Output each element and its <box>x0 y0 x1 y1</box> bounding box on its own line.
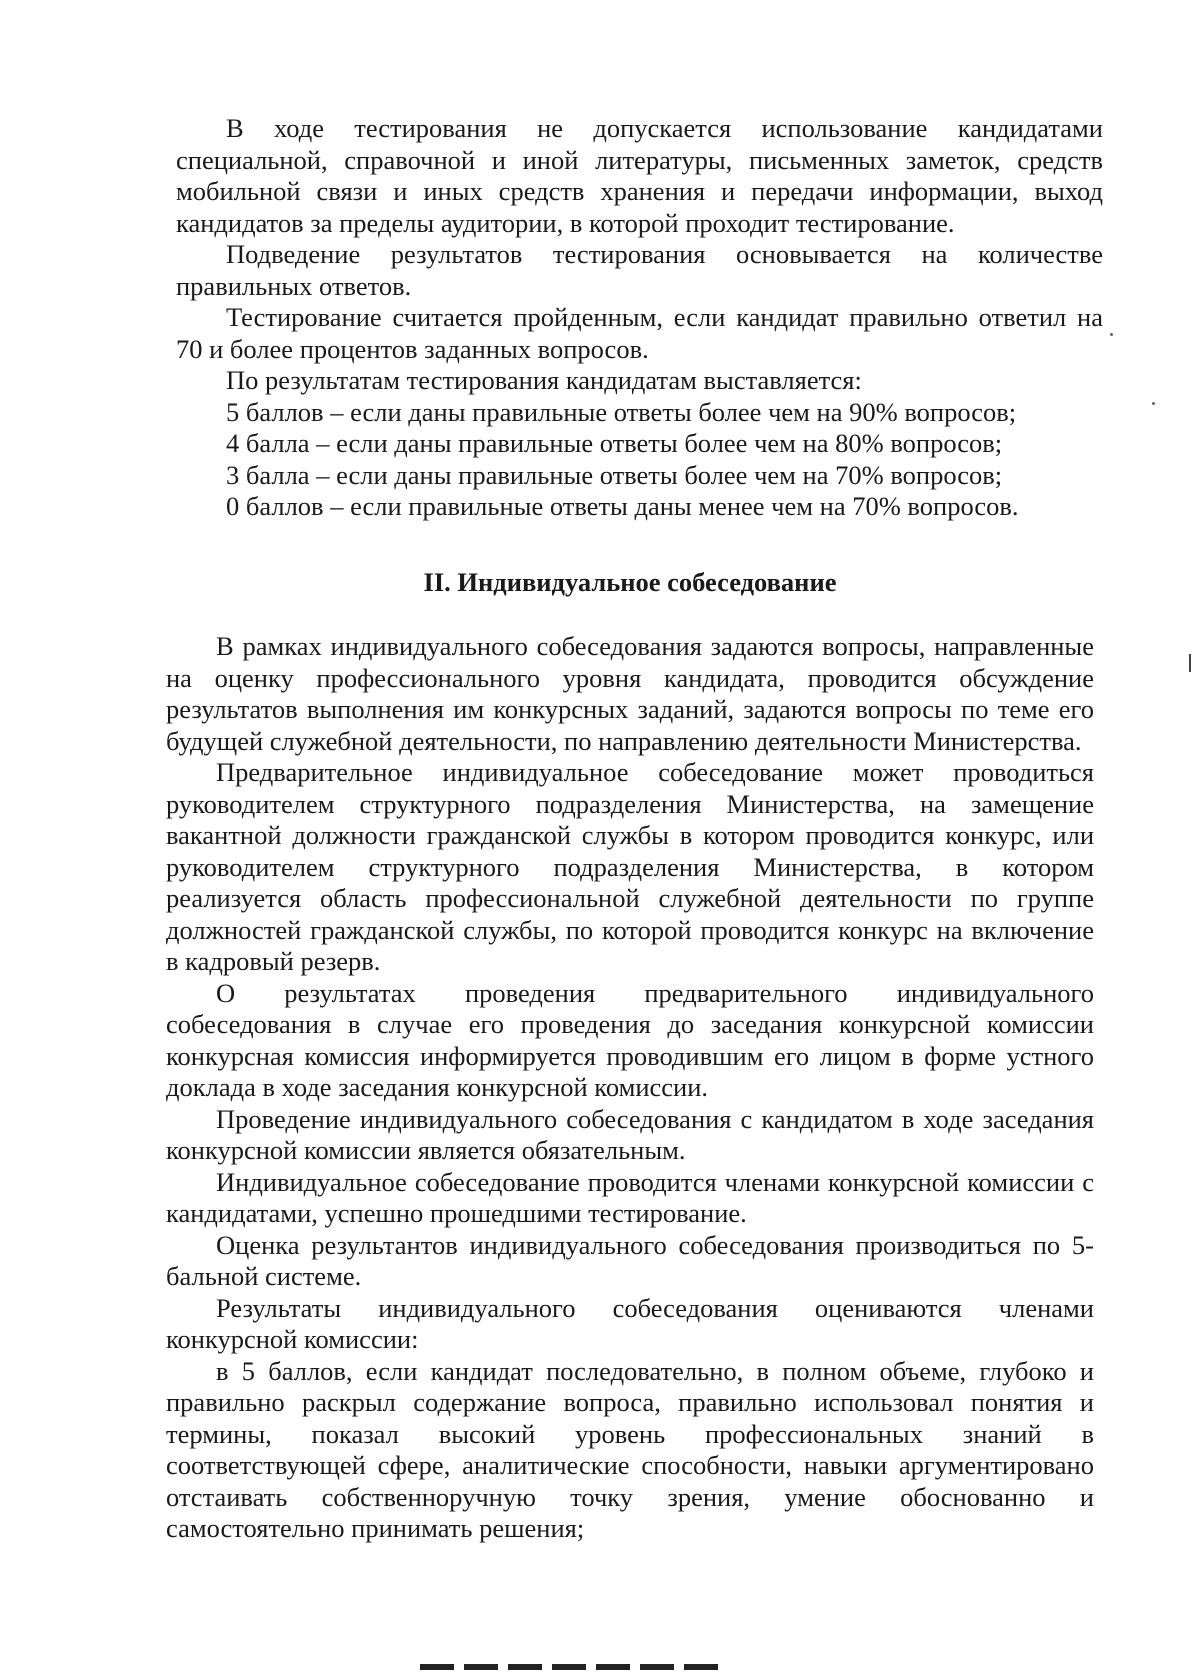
scan-footer-strip <box>420 1664 720 1670</box>
score-item-0: 0 баллов – если правильные ответы даны менее чем на 70% вопросов. <box>226 491 1019 521</box>
paragraph-scoring-system: Оценка результантов индивидуального собеседования производиться по 5-бальной системе. <box>166 1229 1094 1291</box>
score-item-5: 5 баллов – если даны правильные ответы более чем на 90% вопросов; <box>226 396 1017 427</box>
paragraph-pass-criteria: Тестирование считается пройденным, если кандидат правильно ответил на 70 и более процентов заданных вопросов. <box>176 302 1103 364</box>
paragraph-5-points-criteria: в 5 баллов, если кандидат последовательно, в полном объеме, глубоко и правильно раскрыл содержание вопроса, правильно использовал понятия и термины, показал высокий уровень профессиональных знаний в соответствующей сфере, аналитические способности, навыки аргументировано отстаивать собственноручную точку зрения, умение обоснованно и самостоятельно принимать решения; <box>166 1355 1094 1543</box>
paragraph-results-basis: Подведение результатов тестирования основывается на количестве правильных ответов. <box>176 239 1103 301</box>
score-item-3: 3 балла – если даны правильные ответы более чем на 70% вопросов; <box>226 459 1003 490</box>
scan-dot <box>1152 402 1155 405</box>
scan-mark <box>1189 654 1191 672</box>
paragraph-preliminary-results: О результатах проведения предварительного индивидуального собеседования в случае его проведения до заседания конкурсной комиссии конкурсная комиссия информируется проводившим его лицом в форме устного доклада в ходе заседания конкурсной комиссии. <box>166 977 1094 1102</box>
testing-rules-section <box>176 113 1103 523</box>
paragraph-testing-restrictions: В ходе тестирования не допускается использование кандидатами специальной, справочной и иной литературы, письменных заметок, средств мобильной связи и иных средств хранения и передачи информации, выход кандидатов за пределы аудитории, в которой проходит тестирование. <box>176 113 1103 238</box>
section-heading: II. Индивидуальное собеседование <box>423 567 837 597</box>
paragraph-interview-scope: В рамках индивидуального собеседования задаются вопросы, направленные на оценку профессионального уровня кандидата, проводится обсуждение результатов выполнения им конкурсных заданий, задаются вопросы по теме его будущей служебной деятельности, по направлению деятельности Министерства. <box>166 631 1094 756</box>
paragraph-interview-participants: Индивидуальное собеседование проводится членами конкурсной комиссии с кандидатами, успешно прошедшими тестирование. <box>166 1166 1094 1228</box>
paragraph-preliminary-interview: Предварительное индивидуальное собеседование может проводиться руководителем структурного подразделения Министерства, на замещение вакантной должности гражданской службы в котором проводится конкурс, или руководителем структурного подразделения Министерства, в котором реализуется область профессиональной служебной деятельности по группе должностей гражданской службы, по которой проводится конкурс на включение в кадровый резерв. <box>166 757 1094 976</box>
paragraph-scoring-intro: По результатам тестирования кандидатам выставляется: <box>226 365 862 395</box>
paragraph-evaluation-intro: Результаты индивидуального собеседования оцениваются членами конкурсной комиссии: <box>166 1292 1094 1354</box>
score-item-4: 4 балла – если даны правильные ответы более чем на 80% вопросов; <box>226 428 1003 458</box>
interview-section <box>166 631 1094 1545</box>
paragraph-interview-mandatory: Проведение индивидуального собеседования с кандидатом в ходе заседания конкурсной комиссии является обязательным. <box>166 1103 1094 1165</box>
scan-dot <box>1110 333 1113 336</box>
